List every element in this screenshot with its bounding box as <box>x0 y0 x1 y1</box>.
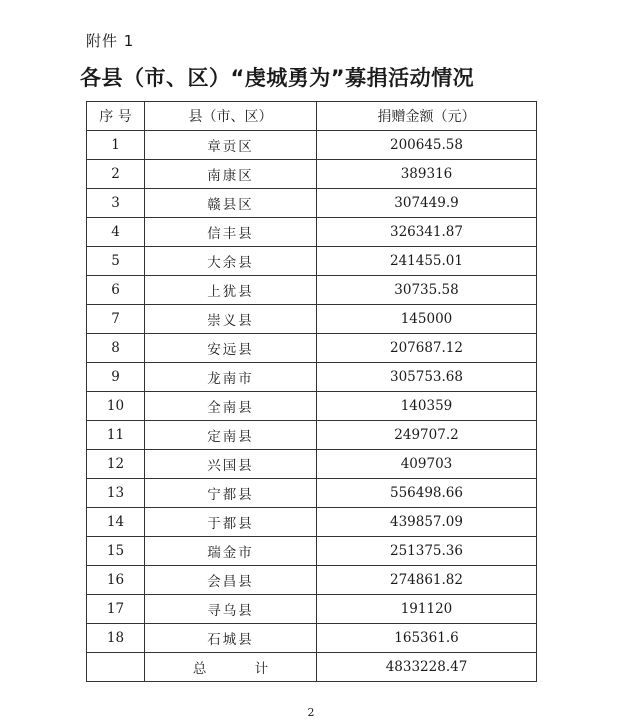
serial-number-cell: 7 <box>87 305 145 334</box>
county-cell: 章贡区 <box>145 131 317 160</box>
serial-number-cell: 6 <box>87 276 145 305</box>
county-cell: 定南县 <box>145 421 317 450</box>
table-row <box>87 247 537 276</box>
table-row <box>87 537 537 566</box>
total-row <box>87 653 537 682</box>
table-row <box>87 218 537 247</box>
amount-cell: 389316 <box>317 160 537 189</box>
county-cell: 兴国县 <box>145 450 317 479</box>
serial-number-cell: 9 <box>87 363 145 392</box>
serial-number-cell: 12 <box>87 450 145 479</box>
county-cell: 寻乌县 <box>145 595 317 624</box>
amount-cell: 145000 <box>317 305 537 334</box>
serial-number-cell: 4 <box>87 218 145 247</box>
amount-cell: 439857.09 <box>317 508 537 537</box>
table-body <box>87 131 537 682</box>
serial-number-cell: 5 <box>87 247 145 276</box>
amount-cell: 326341.87 <box>317 218 537 247</box>
table-row <box>87 595 537 624</box>
amount-cell: 274861.82 <box>317 566 537 595</box>
page-number: 2 <box>307 706 315 719</box>
header-donation-amount: 捐赠金额（元） <box>317 102 537 131</box>
amount-cell: 207687.12 <box>317 334 537 363</box>
county-cell: 大余县 <box>145 247 317 276</box>
header-county: 县（市、区） <box>145 102 317 131</box>
table-row <box>87 624 537 653</box>
header-serial-number: 序 号 <box>87 102 145 131</box>
serial-number-cell: 15 <box>87 537 145 566</box>
serial-number-cell: 2 <box>87 160 145 189</box>
amount-cell: 30735.58 <box>317 276 537 305</box>
amount-cell: 251375.36 <box>317 537 537 566</box>
amount-cell: 305753.68 <box>317 363 537 392</box>
table-row <box>87 305 537 334</box>
table-header-row <box>87 102 537 131</box>
county-cell: 于都县 <box>145 508 317 537</box>
table-row <box>87 334 537 363</box>
total-serial-cell <box>87 653 145 682</box>
amount-cell: 165361.6 <box>317 624 537 653</box>
table-row <box>87 189 537 218</box>
serial-number-cell: 17 <box>87 595 145 624</box>
table-row <box>87 421 537 450</box>
county-cell: 瑞金市 <box>145 537 317 566</box>
table-row <box>87 363 537 392</box>
county-cell: 石城县 <box>145 624 317 653</box>
serial-number-cell: 16 <box>87 566 145 595</box>
table-row <box>87 566 537 595</box>
amount-cell: 556498.66 <box>317 479 537 508</box>
amount-cell: 191120 <box>317 595 537 624</box>
serial-number-cell: 18 <box>87 624 145 653</box>
county-cell: 赣县区 <box>145 189 317 218</box>
amount-cell: 140359 <box>317 392 537 421</box>
serial-number-cell: 11 <box>87 421 145 450</box>
total-label-cell: 总 计 <box>145 653 317 682</box>
table-row <box>87 131 537 160</box>
table-row <box>87 479 537 508</box>
serial-number-cell: 1 <box>87 131 145 160</box>
county-cell: 宁都县 <box>145 479 317 508</box>
amount-cell: 241455.01 <box>317 247 537 276</box>
serial-number-cell: 13 <box>87 479 145 508</box>
county-cell: 会昌县 <box>145 566 317 595</box>
total-amount-cell: 4833228.47 <box>317 653 537 682</box>
serial-number-cell: 14 <box>87 508 145 537</box>
document-title: 各县（市、区）“虔城勇为”募捐活动情况 <box>80 66 475 90</box>
county-cell: 上犹县 <box>145 276 317 305</box>
table-row <box>87 450 537 479</box>
county-cell: 安远县 <box>145 334 317 363</box>
table-row <box>87 276 537 305</box>
serial-number-cell: 10 <box>87 392 145 421</box>
county-cell: 信丰县 <box>145 218 317 247</box>
county-cell: 全南县 <box>145 392 317 421</box>
table-row <box>87 160 537 189</box>
donation-table <box>86 101 537 682</box>
table-row <box>87 392 537 421</box>
county-cell: 崇义县 <box>145 305 317 334</box>
amount-cell: 409703 <box>317 450 537 479</box>
serial-number-cell: 3 <box>87 189 145 218</box>
attachment-label: 附件 1 <box>86 32 135 50</box>
county-cell: 南康区 <box>145 160 317 189</box>
county-cell: 龙南市 <box>145 363 317 392</box>
amount-cell: 200645.58 <box>317 131 537 160</box>
amount-cell: 307449.9 <box>317 189 537 218</box>
serial-number-cell: 8 <box>87 334 145 363</box>
table-row <box>87 508 537 537</box>
amount-cell: 249707.2 <box>317 421 537 450</box>
